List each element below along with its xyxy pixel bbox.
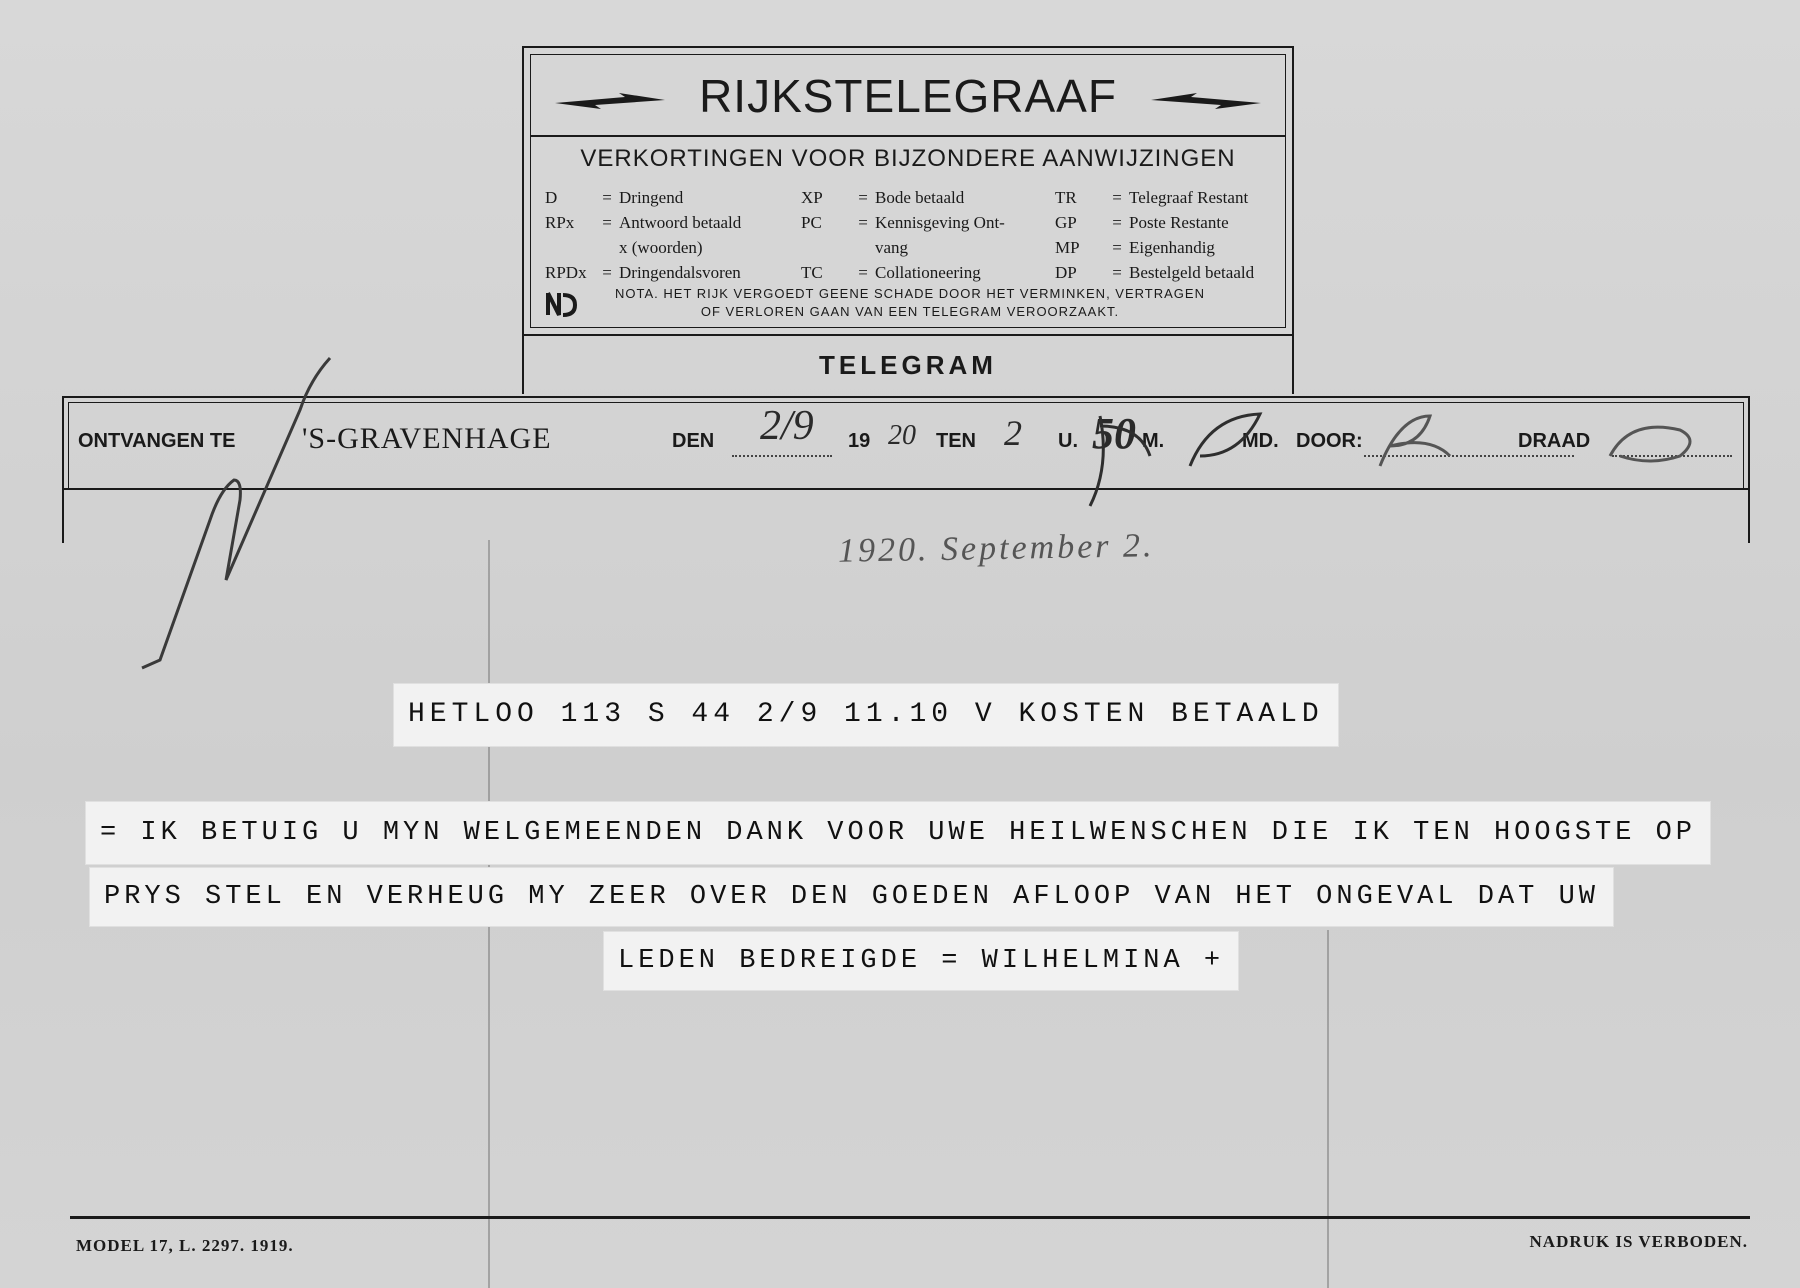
reception-border-right <box>1748 488 1750 543</box>
header-inner-frame <box>530 54 1286 328</box>
abbreviation-item: vang <box>875 238 909 257</box>
reprint-notice: NADRUK IS VERBODEN. <box>1529 1232 1748 1251</box>
abbreviation-item: RPx = Antwoord betaald <box>545 213 742 232</box>
header-title: RIJKSTELEGRAAF <box>699 70 1117 122</box>
handwritten-mark-stroke <box>130 350 360 680</box>
abbreviation-item: TC = Collationeering <box>801 263 981 282</box>
rijkstelegraaf-header <box>522 46 1294 336</box>
ontvangen-label: ONTVANGEN TE <box>78 430 236 452</box>
year-prefix: 19 <box>848 430 871 452</box>
u-label: U. <box>1058 430 1078 452</box>
stamp-mark-icon <box>545 289 579 319</box>
den-value: 2/9 <box>760 403 814 449</box>
place-name: 'S-GRAVENHAGE <box>302 422 552 455</box>
header-subtitle: VERKORTINGEN VOOR BIJZONDERE AANWIJZINGEN <box>580 145 1236 172</box>
tape-origin-line: HETLOO 113 S 44 2/9 11.10 V KOSTEN BETAALD <box>394 684 1338 746</box>
abbreviation-item: GP = Poste Restante <box>1055 213 1229 232</box>
abbreviation-column-3 <box>1055 185 1254 285</box>
telegram-label-box <box>522 336 1294 394</box>
tape-message-line-2: PRYS STEL EN VERHEUG MY ZEER OVER DEN GOEDEN AFLOOP VAN HET ONGEVAL DAT UW <box>90 868 1613 926</box>
den-label: DEN <box>672 430 715 452</box>
handwritten-signature-stroke <box>1040 396 1300 526</box>
lightning-bolt-right-icon <box>1151 91 1261 111</box>
abbreviation-column-2 <box>801 185 1005 285</box>
md-label: MD. <box>1242 430 1279 452</box>
abbreviation-item: RPDx = Dringendalsvoren <box>545 263 741 282</box>
handwritten-draad-mark <box>1600 410 1710 470</box>
minutes-value: 50 <box>1092 409 1136 458</box>
ten-label: TEN <box>936 430 976 452</box>
draad-label: DRAAD <box>1518 430 1591 452</box>
title-row <box>531 69 1285 129</box>
abbreviation-item: XP = Bode betaald <box>801 188 965 207</box>
nota-line-1: NOTA. HET RIJK VERGOEDT GEENE SCHADE DOOR HET VERMINKEN, VERTRAGEN <box>615 286 1205 301</box>
abbreviation-item: x (woorden) <box>619 238 703 257</box>
tape-message-line-3: LEDEN BEDREIGDE = WILHELMINA + <box>604 932 1238 990</box>
abbreviation-item: PC = Kennisgeving Ont- <box>801 213 1005 232</box>
handwritten-date-note: 1920. September 2. <box>837 527 1155 570</box>
abbreviation-item: D = Dringend <box>545 188 684 207</box>
ten-value: 2 <box>1004 413 1022 453</box>
fold-line-right <box>1327 930 1329 1288</box>
footer-rule <box>70 1216 1750 1219</box>
handwritten-door-initials <box>1360 406 1480 476</box>
abbreviation-item: DP = Bestelgeld betaald <box>1055 263 1255 282</box>
door-label: DOOR: <box>1296 430 1363 452</box>
reception-border-left <box>62 488 64 543</box>
telegram-label: TELEGRAM <box>819 350 997 380</box>
nota-notice <box>545 285 1275 321</box>
abbreviation-item: MP = Eigenhandig <box>1055 238 1215 257</box>
lightning-bolt-left-icon <box>555 91 665 111</box>
tape-message-line-1: = IK BETUIG U MYN WELGEMEENDEN DANK VOOR UWE HEILWENSCHEN DIE IK TEN HOOGSTE OP <box>86 802 1710 864</box>
nota-line-2: OF VERLOREN GAAN VAN EEN TELEGRAM VEROORZAAKT. <box>700 304 1120 319</box>
abbreviation-column-1 <box>545 185 741 285</box>
m-label: M. <box>1142 430 1165 452</box>
year-value: 20 <box>888 420 916 451</box>
den-dotted-line <box>732 454 832 457</box>
abbreviation-item: TR = Telegraaf Restant <box>1055 188 1249 207</box>
header-divider <box>531 135 1285 137</box>
model-number: MODEL 17, L. 2297. 1919. <box>76 1236 294 1255</box>
